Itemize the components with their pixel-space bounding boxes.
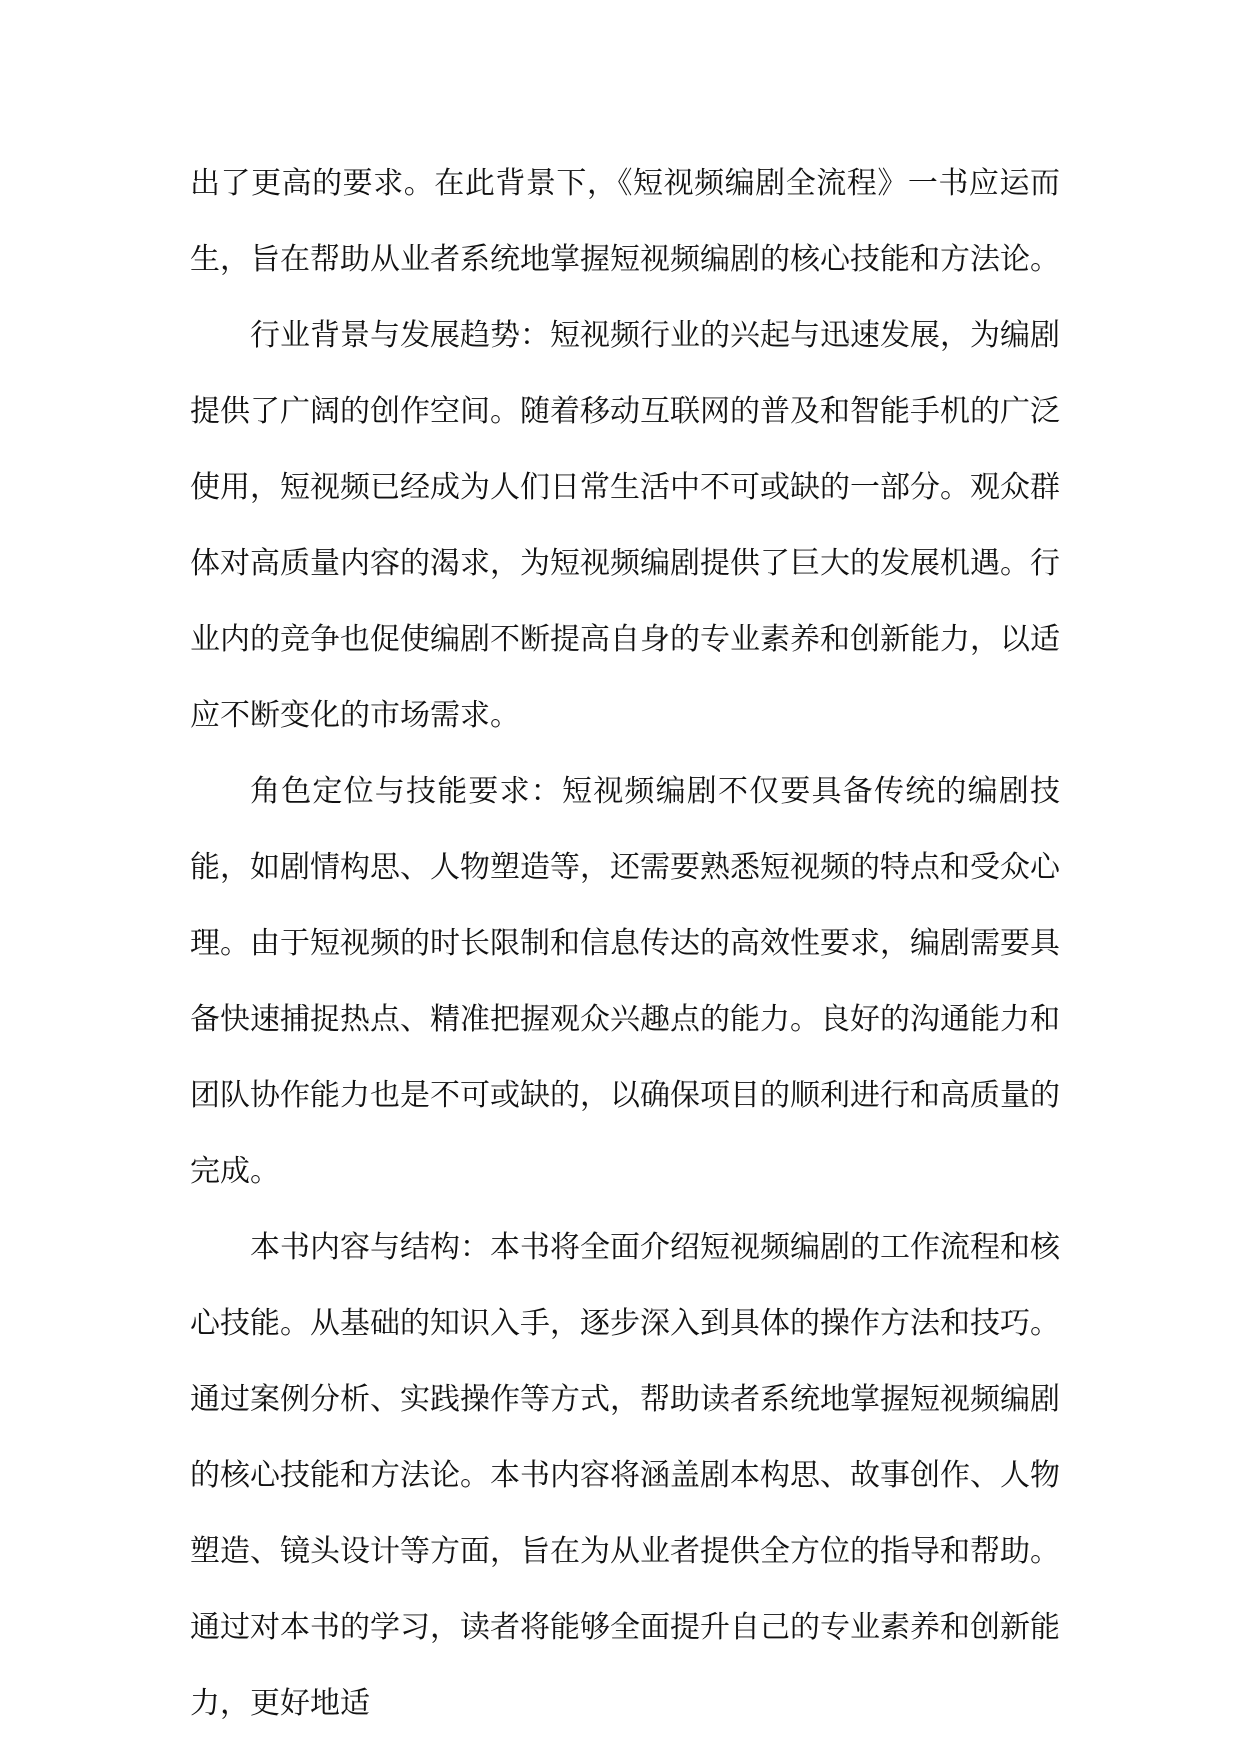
paragraph-industry-background: 行业背景与发展趋势：短视频行业的兴起与迅速发展，为编剧提供了广阔的创作空间。随着移动互联网的普及和智能手机的广泛使用，短视频已经成为人们日常生活中不可或缺的一部分。观众群体对高质量内容的渴求，为短视频编剧提供了巨大的发展机遇。行业内的竞争也促使编剧不断提高自身的专业素养和创新能力，以适应不断变化的市场需求。	[190, 318, 1060, 733]
body-text	[190, 146, 1060, 1742]
paragraph-role-skills: 角色定位与技能要求：短视频编剧不仅要具备传统的编剧技能，如剧情构思、人物塑造等，还需要熟悉短视频的特点和受众心理。由于短视频的时长限制和信息传达的高效性要求，编剧需要具备快速捕捉热点、精准把握观众兴趣点的能力。良好的沟通能力和团队协作能力也是不可或缺的，以确保项目的顺利进行和高质量的完成。	[190, 774, 1060, 1189]
paragraph-book-structure: 本书内容与结构：本书将全面介绍短视频编剧的工作流程和核心技能。从基础的知识入手，逐步深入到具体的操作方法和技巧。通过案例分析、实践操作等方式，帮助读者系统地掌握短视频编剧的核心技能和方法论。本书内容将涵盖剧本构思、故事创作、人物塑造、镜头设计等方面，旨在为从业者提供全方位的指导和帮助。通过对本书的学习，读者将能够全面提升自己的专业素养和创新能力，更好地适	[190, 1230, 1060, 1721]
paragraph-continuation: 出了更高的要求。在此背景下，《短视频编剧全流程》一书应运而生，旨在帮助从业者系统地掌握短视频编剧的核心技能和方法论。	[190, 166, 1060, 277]
